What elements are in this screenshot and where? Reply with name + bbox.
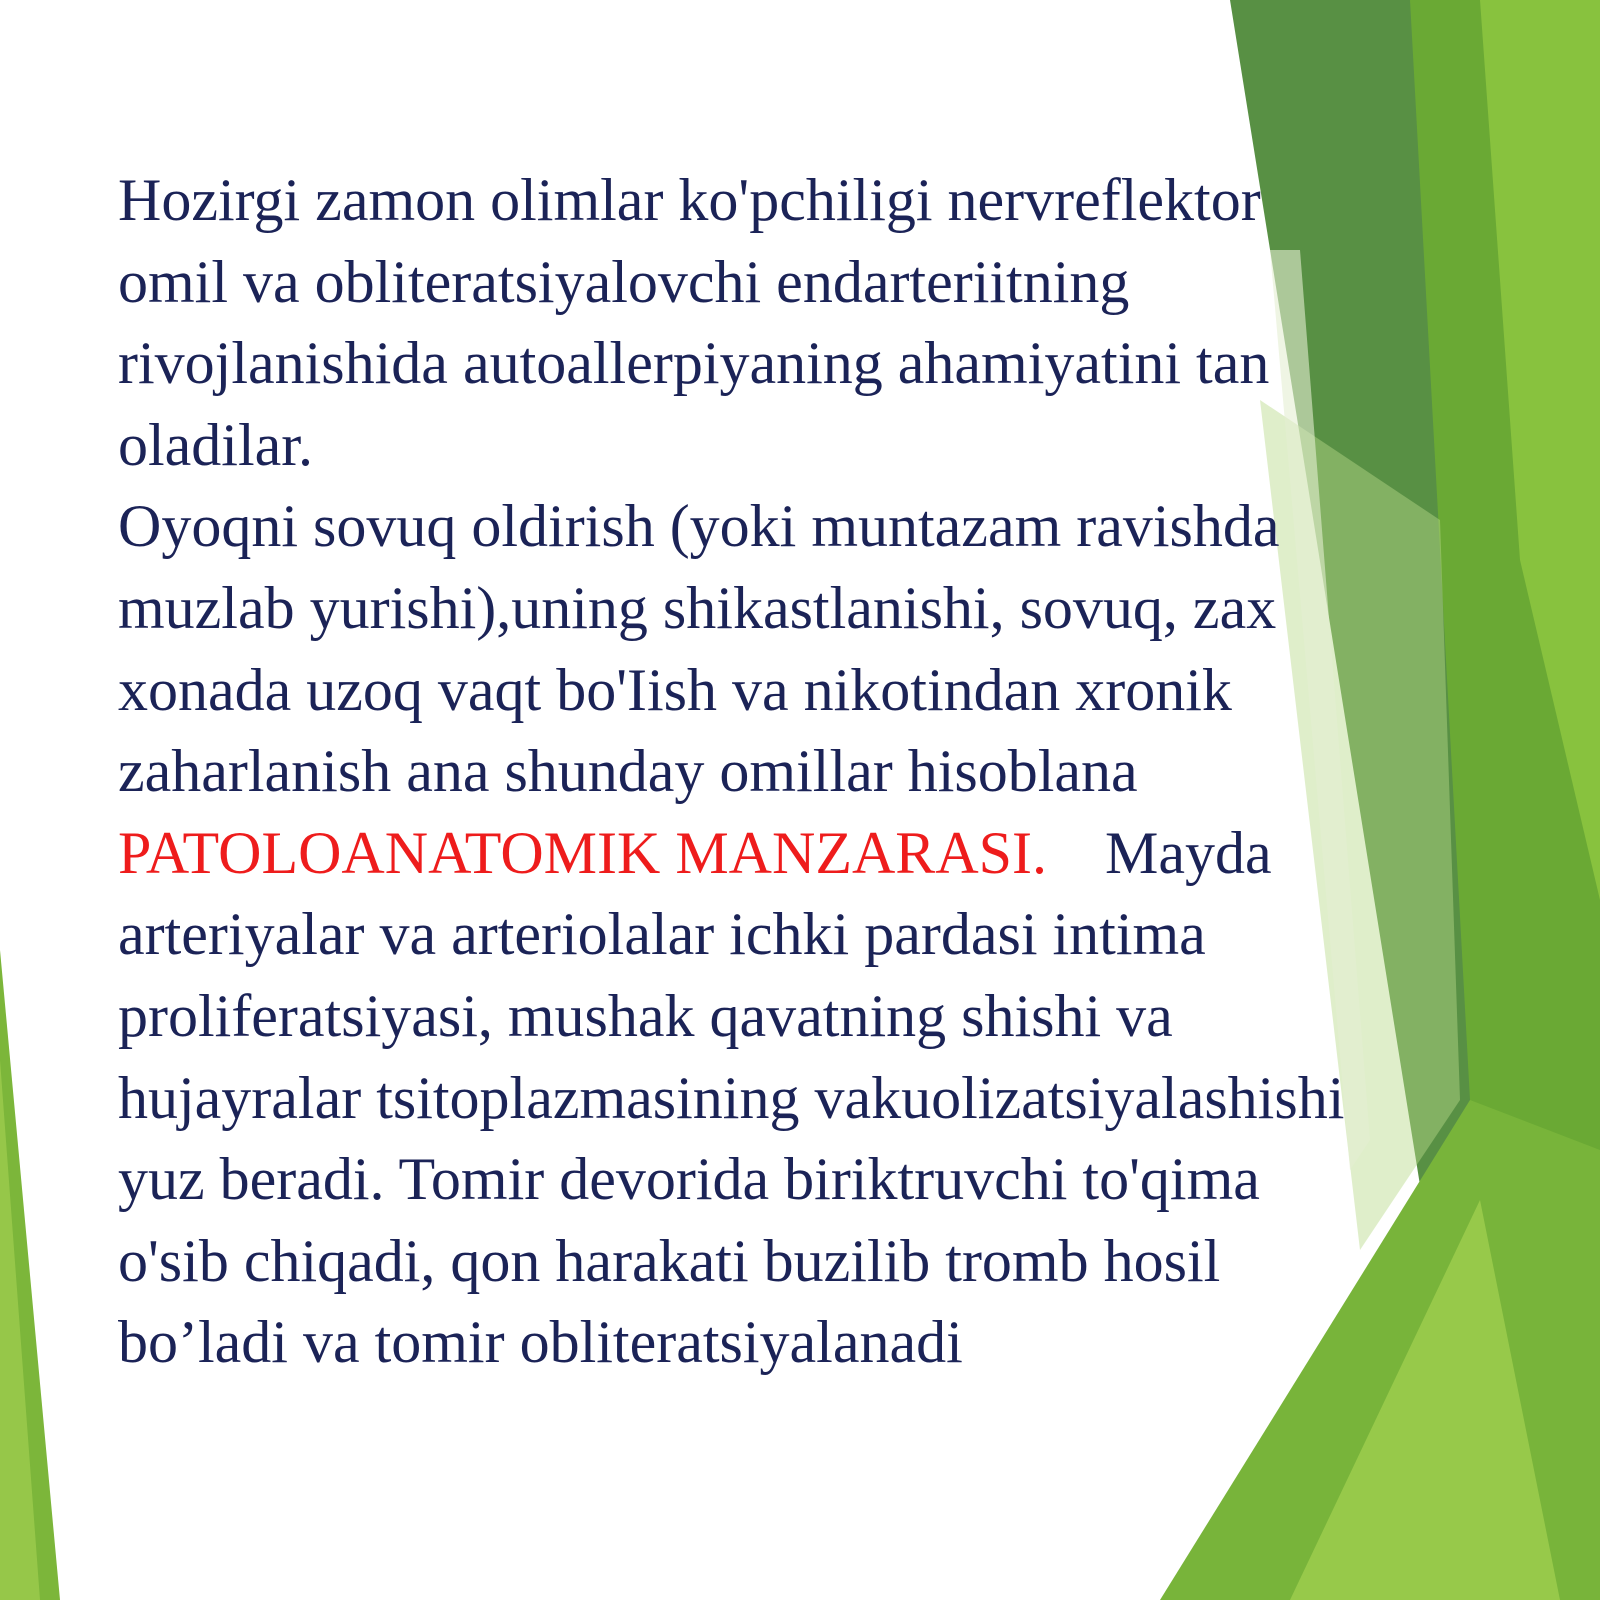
body-line: proliferatsiyasi, mushak qavatning shishi va xyxy=(118,982,1173,1049)
body-text xyxy=(118,160,1458,1384)
section-heading: PATOLOANATOMIK MANZARASI. xyxy=(118,819,1048,886)
body-line: bo’ladi va tomir obliteratsiyalanadi xyxy=(118,1309,963,1376)
body-line: arteriyalar va arteriolalar ichki pardasi intima xyxy=(118,901,1206,968)
body-line: zaharlanish ana shunday omillar hisoblana xyxy=(118,738,1138,805)
body-line: xonada uzoq vaqt bo'Iish va nikotindan xronik xyxy=(118,656,1232,723)
body-line: hujayralar tsitoplazmasining vakuolizatsiyalashishi xyxy=(118,1064,1345,1131)
body-line: omil va obliteratsiyalovchi endarteriitning xyxy=(118,248,1130,315)
body-line: oladilar. xyxy=(118,411,313,478)
body-line: Hozirgi zamon olimlar ko'pchiligi nervreflektor xyxy=(118,167,1261,233)
body-line: yuz beradi. Tomir devorida biriktruvchi to'qima xyxy=(118,1146,1260,1213)
heading-tail: Mayda xyxy=(1105,819,1272,886)
heading-line xyxy=(118,813,1458,895)
body-line: o'sib chiqadi, qon harakati buzilib tromb hosil xyxy=(118,1227,1221,1294)
body-line: muzlab yurishi),uning shikastlanishi, sovuq, zax xyxy=(118,574,1277,641)
body-line: rivojlanishida autoallerpiyaning ahamiyatini tan xyxy=(118,330,1270,397)
body-line: Oyoqni sovuq oldirish (yoki muntazam ravishda xyxy=(118,493,1280,560)
